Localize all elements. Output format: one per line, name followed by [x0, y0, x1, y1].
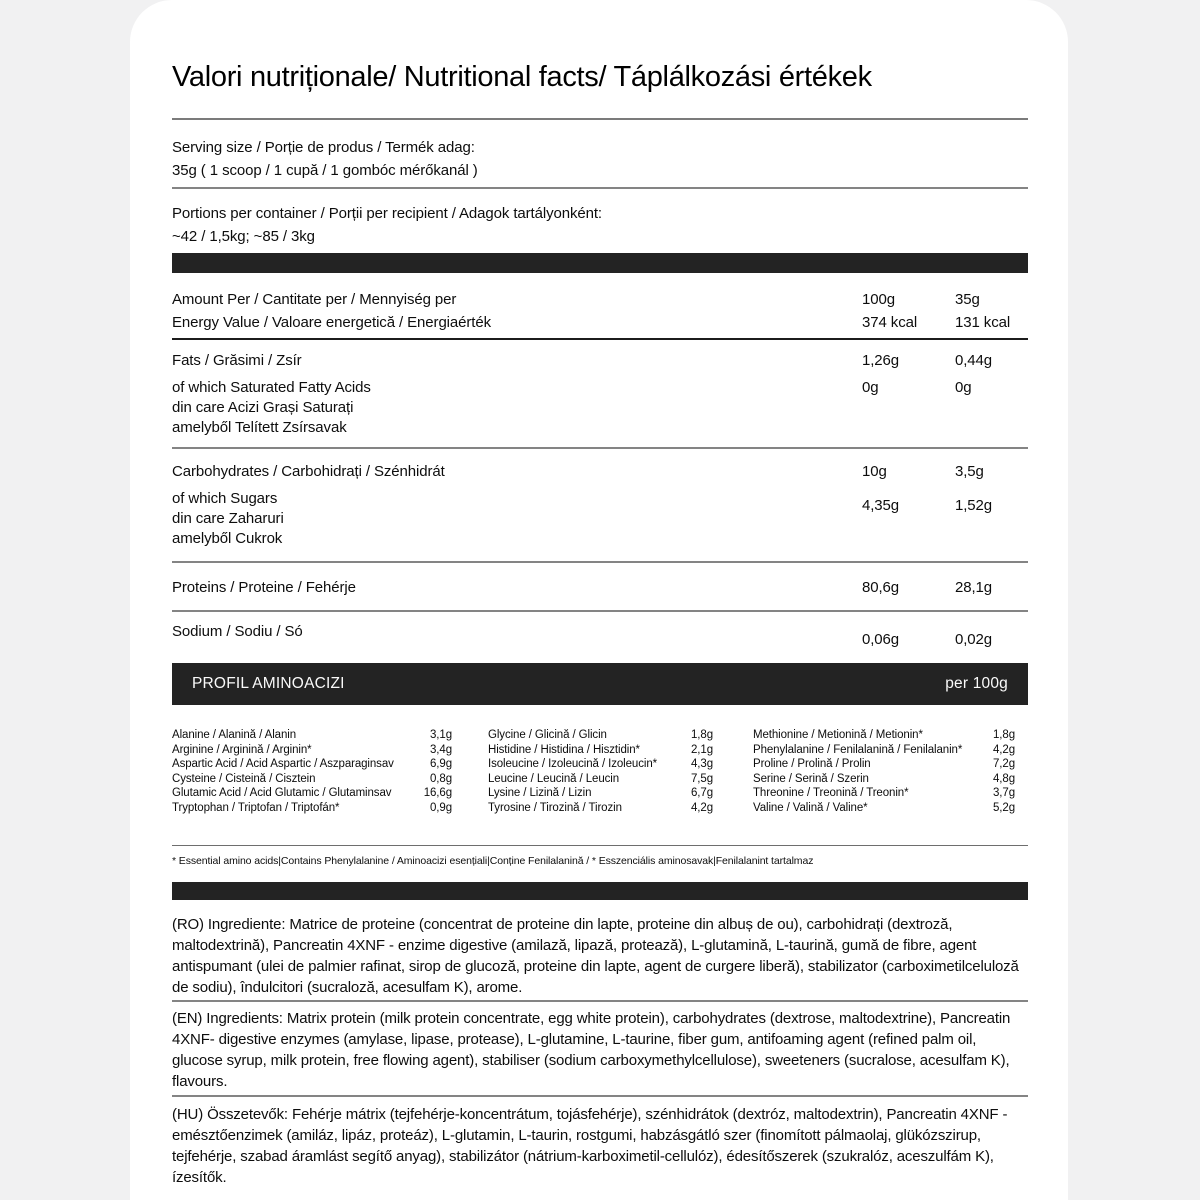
amino-row [172, 743, 452, 758]
sugars-100g: 4,35g [862, 497, 900, 514]
amino-row [488, 757, 713, 772]
energy-value-label: Energy Value / Valoare energetică / Energiaérték [172, 314, 492, 331]
amino-row [753, 801, 1015, 816]
divider [172, 1000, 1028, 1002]
divider [172, 447, 1028, 449]
amino-column-1 [172, 728, 452, 815]
page-title: Valori nutriționale/ Nutritional facts/ Táplálkozási értékek [172, 61, 872, 93]
amino-name: Histidine / Histidina / Hisztidin* [488, 743, 640, 756]
saturated-fats-label-ro: din care Acizi Grași Saturați [172, 399, 354, 416]
fats-100g: 1,26g [862, 352, 900, 369]
amino-row [172, 772, 452, 787]
sugars-35g: 1,52g [955, 497, 993, 514]
ingredients-hu: (HU) Összetevők: Fehérje mátrix (tejfehérje-koncentrátum, tojásfehérje), szénhidrátok (dextróz, maltodextrin), Pancreatin 4XNF - emésztőenzimek (amiláz, lipáz, proteáz), L-glutamin, L-taurin, rostgumi, habzásgátló szer (finomított pálmaolaj, glükózszirup, tejfehérje, szabad áramlást segítő anyag), stabilizátor (nátrium-karboximetil-cellulóz), édesítőszerek (szukralóz, aceszulfám K), ízesítők. [172, 1106, 1008, 1186]
amino-value: 3,4g [430, 743, 452, 756]
amino-value: 1,8g [691, 729, 713, 741]
amino-name: Serine / Serină / Szerin [753, 772, 869, 785]
fats-row [172, 350, 1028, 378]
saturated-fats-label-en: of which Saturated Fatty Acids [172, 379, 371, 396]
divider [172, 610, 1028, 612]
carbohydrates-label: Carbohydrates / Carbohidrați / Szénhidrát [172, 463, 445, 480]
sugars-label-ro: din care Zaharuri [172, 510, 284, 527]
amino-row [172, 786, 452, 801]
col-100g-kcal: 374 kcal [862, 314, 918, 331]
fats-35g: 0,44g [955, 352, 993, 369]
amino-name: Proline / Prolină / Prolin [753, 758, 871, 770]
carbohydrates-100g: 10g [862, 463, 887, 480]
energy-header-row [172, 288, 1028, 334]
amino-name: Glutamic Acid / Acid Glutamic / Glutaminsav [172, 787, 392, 799]
portions-value: ~42 / 1,5kg; ~85 / 3kg [172, 228, 315, 245]
amino-profile-per: per 100g [945, 675, 1008, 692]
amino-row [172, 728, 452, 743]
ingredients-ro: (RO) Ingrediente: Matrice de proteine (concentrat de proteine din lapte, proteine din albuș de ou), carbohidrați (dextroză, maltodextrină), Pancreatin 4XNF - enzime digestive (amilază, lipază, protează), L-glutamină, L-taurină, gumă de fibre, agent antispumant (ulei de palmier rafinat, sirop de glucoză, proteine din lapte, agent de curgere liberă), stabilizator (carboximetilceluloză de sodiu), îndulcitori (sucraloză, acesulfam K), arome. [172, 916, 1019, 996]
serving-size-label: Serving size / Porție de produs / Termék adag: [172, 139, 475, 156]
sodium-label: Sodium / Sodiu / Só [172, 623, 303, 640]
column-100g [862, 288, 955, 334]
amino-column-3 [753, 728, 1015, 815]
proteins-label: Proteins / Proteine / Fehérje [172, 579, 356, 596]
divider [172, 1095, 1028, 1097]
col-35g-header: 35g [955, 291, 980, 308]
sodium-100g: 0,06g [862, 631, 900, 648]
nutrition-label-card [130, 0, 1068, 1200]
amino-profile-header-bar [172, 663, 1028, 705]
proteins-row [172, 577, 1028, 598]
divider [172, 118, 1028, 120]
saturated-fats-100g: 0g [862, 379, 879, 396]
saturated-fats-35g: 0g [955, 379, 972, 396]
column-35g [955, 288, 1028, 334]
carbohydrates-35g: 3,5g [955, 463, 984, 480]
amino-name: Alanine / Alanină / Alanin [172, 729, 296, 741]
section-bar [172, 253, 1028, 273]
amino-name: Tyrosine / Tirozină / Tirozin [488, 801, 622, 814]
amino-value: 4,2g [993, 743, 1015, 756]
proteins-100g: 80,6g [862, 579, 900, 596]
amino-row [488, 801, 713, 816]
amount-per-label: Amount Per / Cantitate per / Mennyiség per [172, 291, 457, 308]
ingredients-en: (EN) Ingredients: Matrix protein (milk protein concentrate, egg white protein), carbohydrates (dextrose, maltodextrine), Pancreatin 4XNF- digestive enzymes (amylase, lipase, protease), L-glutamine, L-taurine, fiber gum, antifoaming agent (refined palm oil, glucose syrup, milk protein, free flowing agent), stabiliser (sodium carboxymethylcellulose), sweeteners (sucralose, acesulfam K), flavours. [172, 1010, 1011, 1090]
amino-value: 5,2g [993, 801, 1015, 814]
amino-value: 0,9g [430, 801, 452, 814]
serving-size-block [172, 136, 1028, 182]
amino-name: Methionine / Metionină / Metionin* [753, 729, 923, 741]
amino-column-2 [488, 728, 713, 815]
section-bar [172, 882, 1028, 900]
amino-name: Leucine / Leucină / Leucin [488, 772, 620, 785]
amino-row [172, 801, 452, 816]
amino-value: 6,9g [430, 758, 452, 770]
amino-row [753, 728, 1015, 743]
amino-row [753, 772, 1015, 787]
amino-row [753, 743, 1015, 758]
essential-amino-footnote: * Essential amino acids|Contains Phenylalanine / Aminoacizi esențiali|Conține Fenilalanină / * Esszenciális aminosavak|Fenilalanint tartalmaz [172, 855, 814, 867]
amino-name: Isoleucine / Izoleucină / Izoleucin* [488, 758, 658, 770]
amino-name: Phenylalanine / Fenilalanină / Fenilalanin* [753, 743, 963, 756]
fats-label: Fats / Grăsimi / Zsír [172, 352, 302, 369]
amino-row [172, 757, 452, 772]
saturated-fats-row [172, 378, 1028, 398]
col-35g-kcal: 131 kcal [955, 314, 1011, 331]
amino-name: Lysine / Lizină / Lizin [488, 787, 592, 799]
amino-value: 1,8g [993, 729, 1015, 741]
amino-row [488, 786, 713, 801]
amino-row [488, 728, 713, 743]
amino-acid-table [172, 728, 1028, 815]
divider [172, 338, 1028, 340]
sugars-label-hu: amelyből Cukrok [172, 530, 283, 547]
sugars-label-en: of which Sugars [172, 490, 278, 507]
serving-size-value: 35g ( 1 scoop / 1 cupă / 1 gombóc mérőkanál ) [172, 162, 478, 179]
amino-value: 16,6g [423, 787, 452, 799]
amino-name: Glycine / Glicină / Glicin [488, 729, 607, 741]
amino-name: Threonine / Treonină / Treonin* [753, 787, 909, 799]
proteins-35g: 28,1g [955, 579, 993, 596]
amino-value: 3,7g [993, 787, 1015, 799]
energy-header-label [172, 288, 862, 334]
amino-value: 6,7g [691, 787, 713, 799]
portions-label: Portions per container / Porții per recipient / Adagok tartályonként: [172, 205, 603, 222]
amino-profile-title: PROFIL AMINOACIZI [192, 675, 345, 692]
amino-row [753, 757, 1015, 772]
amino-name: Arginine / Arginină / Arginin* [172, 743, 312, 756]
amino-row [488, 772, 713, 787]
amino-name: Aspartic Acid / Acid Aspartic / Aszparaginsav [172, 758, 394, 770]
divider [172, 187, 1028, 189]
amino-name: Valine / Valină / Valine* [753, 801, 868, 814]
carbohydrates-section [172, 461, 1028, 549]
amino-value: 4,3g [691, 758, 713, 770]
amino-name: Cysteine / Cisteină / Cisztein [172, 772, 316, 785]
fats-section [172, 350, 1028, 438]
amino-name: Tryptophan / Triptofan / Triptofán* [172, 801, 340, 814]
divider [172, 845, 1028, 846]
carbohydrates-row [172, 461, 1028, 489]
saturated-fats-label-hu: amelyből Telített Zsírsavak [172, 419, 347, 436]
sodium-35g: 0,02g [955, 631, 993, 648]
sodium-row [172, 621, 1028, 648]
label-content [130, 58, 1068, 1188]
portions-block [172, 202, 1028, 248]
amino-value: 7,2g [993, 758, 1015, 770]
amino-row [753, 786, 1015, 801]
amino-value: 7,5g [691, 772, 713, 785]
amino-row [488, 743, 713, 758]
amino-value: 2,1g [691, 743, 713, 756]
divider [172, 561, 1028, 563]
amino-value: 0,8g [430, 772, 452, 785]
sugars-row [172, 489, 1028, 514]
amino-value: 4,8g [993, 772, 1015, 785]
amino-value: 3,1g [430, 729, 452, 741]
col-100g-header: 100g [862, 291, 895, 308]
amino-value: 4,2g [691, 801, 713, 814]
